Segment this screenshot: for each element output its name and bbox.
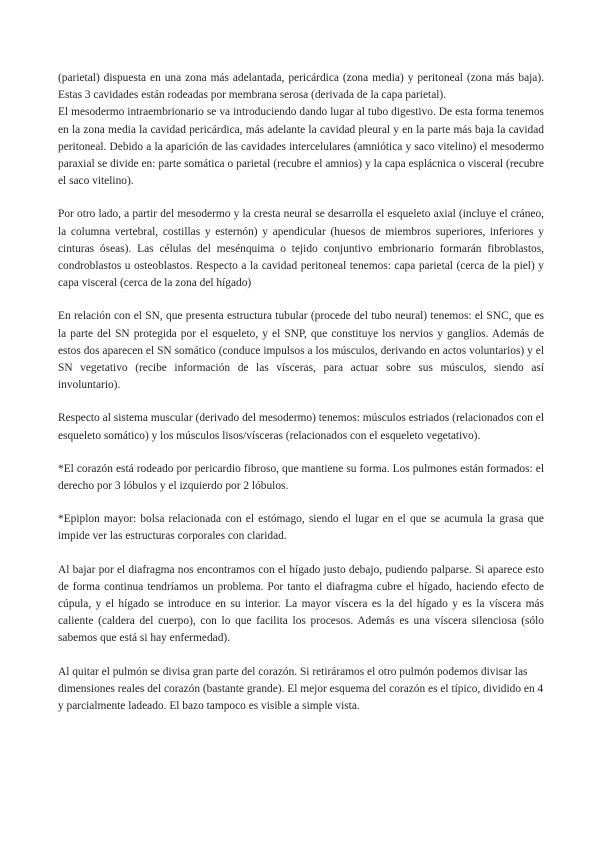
paragraph-mesoderm: El mesodermo intraembrionario se va introduciendo dando lugar al tubo digestivo. De esta forma tenemos en la zona media la cavidad pericárdica, más adelante la cavidad pleural y en la parte más baja la cavidad peritoneal. Debido a la aparición de las cavidades intercelulares (amniótica y saco vitelino) el mesodermo paraxial se divide en: parte somática o parietal (recubre el amnios) y la capa esplácnica o visceral (recubre el saco vitelino). (58, 106, 544, 188)
paragraph-epiplon: *Epiplon mayor: bolsa relacionada con el estómago, siendo el lugar en el que se acumula la grasa que impide ver las estructuras corporales con claridad. (58, 513, 544, 543)
paragraph-liver: Al bajar por el diafragma nos encontramos con el hígado justo debajo, pudiendo palparse. Si aparece esto de forma continua tendríamos un problema. Por tanto el diafragma cubre el hígado, haciendo efecto de cúpula, y el hígado se introduce en su interior. La mayor víscera es la del hígado y es la víscera más caliente (caldera del cuerpo), con lo que facilita los procesos. Además es una víscera silenciosa (sólo sabemos que está si hay enfermedad). (58, 563, 544, 645)
paragraph-nervous-system: En relación con el SN, que presenta estructura tubular (procede del tubo neural) tenemos: el SNC, que es la parte del SN protegida por el esqueleto, y el SNP, que constituye los nervios y ganglios. Además de estos dos aparecen el SN somático (conduce impulsos a los músculos, derivando en actos voluntarios) y el SN vegetativo (recibe información de las vísceras, para actuar sobre sus músculos, siendo así involuntario). (58, 310, 544, 392)
paragraph-heart-view: Al quitar el pulmón se divisa gran parte del corazón. Si retiráramos el otro pulmón podemos divisar las dimensiones reales del corazón (bastante grande). El mejor esquema del corazón es el típico, dividido en 4 y parcialmente ladeado. El bazo tampoco es visible a simple vista. (58, 665, 544, 713)
document-page (58, 70, 544, 715)
paragraph-skeleton: Por otro lado, a partir del mesodermo y la cresta neural se desarrolla el esqueleto axial (incluye el cráneo, la columna vertebral, costillas y esternón) y apendicular (huesos de miembros superiores, inferiores y cinturas óseas). Las células del mesénquima o tejido conjuntivo embrionario formarán fibroblastos, condroblastos u osteoblastos. Respecto a la cavidad peritoneal tenemos: capa parietal (cerca de la piel) y capa visceral (cerca de la zona del hígado) (58, 208, 544, 290)
paragraph-heart-lungs: *El corazón está rodeado por pericardio fibroso, que mantiene su forma. Los pulmones están formados: el derecho por 3 lóbulos y el izquierdo por 2 lóbulos. (58, 462, 544, 493)
paragraph-muscular-system: Respecto al sistema muscular (derivado del mesodermo) tenemos: músculos estriados (relacionados con el esqueleto somático) y los músculos lisos/vísceras (relacionados con el esqueleto vegetativo). (58, 412, 544, 442)
paragraph-body-cavities: (parietal) dispuesta en una zona más adelantada, pericárdica (zona media) y peritoneal (zona más baja). Estas 3 cavidades están rodeadas por membrana serosa (derivada de la capa parietal). (58, 72, 544, 102)
